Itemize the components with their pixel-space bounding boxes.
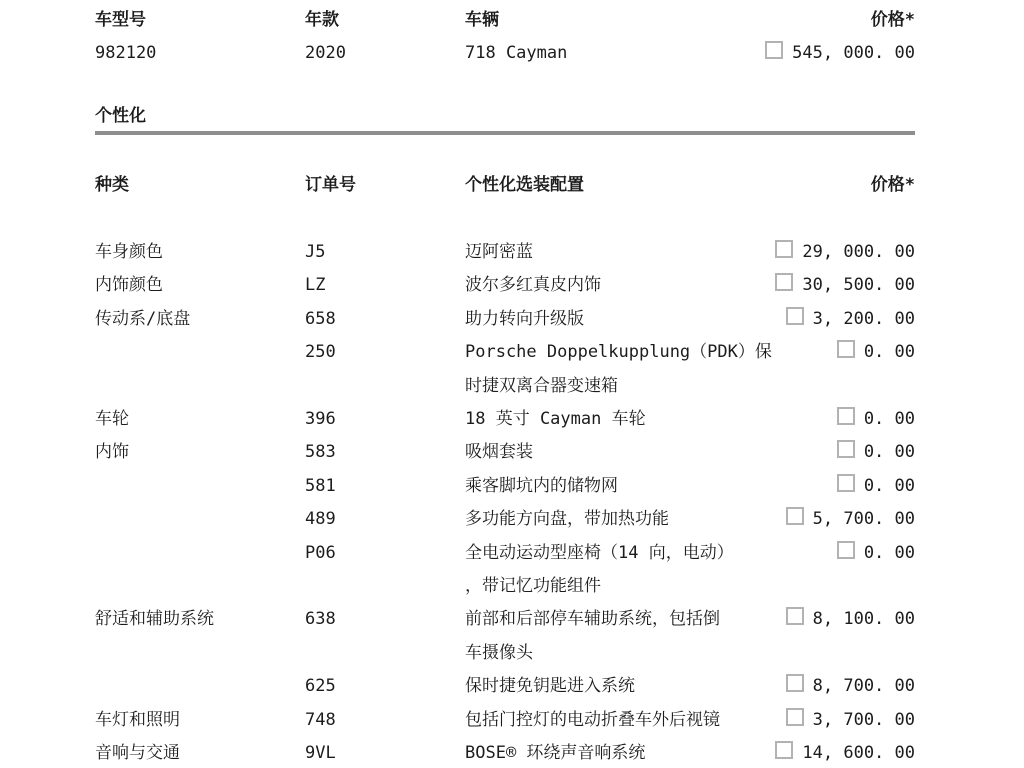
desc-line: 乘客脚坑内的储物网: [465, 475, 618, 496]
row-code: 625: [305, 676, 336, 697]
price-checkbox[interactable]: [786, 607, 804, 625]
desc-line: 波尔多红真皮内饰: [465, 275, 601, 296]
row-code: 581: [305, 475, 336, 496]
row-desc: [465, 537, 837, 604]
desc-line: 全电动运动型座椅（14 向，电动）: [465, 542, 734, 563]
desc-line: 吸烟套装: [465, 442, 533, 463]
row-desc: [465, 470, 837, 503]
row-price: 3, 200. 00: [812, 308, 915, 329]
price-checkbox[interactable]: [775, 741, 793, 759]
row-price: 0. 00: [863, 475, 915, 496]
row-price: 3, 700. 00: [812, 709, 915, 730]
table-row: [95, 503, 915, 536]
vehicle-price-header: 价格*: [870, 10, 915, 30]
desc-line: ，带记忆功能组件: [465, 576, 601, 597]
row-price-cell: [837, 336, 915, 369]
vehicle-price-cell: [765, 37, 915, 70]
row-price: 29, 000. 00: [802, 242, 915, 262]
desc-line: 18 英寸 Cayman 车轮: [465, 409, 646, 430]
row-category: 传动系/底盘: [95, 308, 191, 329]
options-header-row: [95, 169, 915, 202]
table-row: [95, 737, 915, 768]
section-divider: [95, 131, 915, 135]
row-desc: [465, 303, 786, 336]
row-code: 658: [305, 308, 336, 329]
desc-line: 保时捷免钥匙进入系统: [465, 676, 635, 697]
table-row: [95, 236, 915, 269]
row-category: 车轮: [95, 409, 129, 430]
row-price: 0. 00: [863, 342, 915, 363]
row-desc: [465, 503, 786, 536]
desc-line: 迈阿密蓝: [465, 242, 533, 262]
price-column-header: 价格*: [870, 175, 915, 195]
row-price-cell: [786, 670, 915, 703]
price-checkbox[interactable]: [786, 507, 804, 525]
desc-line: 多功能方向盘，带加热功能: [465, 509, 669, 530]
vehicle-price-checkbox[interactable]: [765, 41, 783, 59]
row-price: 14, 600. 00: [802, 743, 915, 764]
price-checkbox[interactable]: [775, 273, 793, 291]
table-row: [95, 603, 915, 670]
row-price: 5, 700. 00: [812, 509, 915, 530]
order-no-column-header: 订单号: [305, 175, 356, 195]
category-column-header: 种类: [95, 175, 129, 195]
row-price-cell: [837, 537, 915, 570]
row-price: 8, 700. 00: [812, 676, 915, 697]
row-price: 30, 500. 00: [802, 275, 915, 296]
row-price-cell: [786, 603, 915, 636]
table-row: [95, 269, 915, 302]
row-code: 489: [305, 509, 336, 530]
price-checkbox[interactable]: [837, 440, 855, 458]
row-desc: [465, 403, 837, 436]
vehicle-name-value: 718 Cayman: [465, 43, 568, 64]
row-price-cell: [775, 236, 915, 269]
table-row: [95, 670, 915, 703]
row-code: 9VL: [305, 743, 336, 764]
row-price-cell: [786, 303, 915, 336]
vehicle-model-header: 车型号: [95, 10, 146, 30]
row-desc: [465, 670, 786, 703]
options-rows: [95, 236, 915, 768]
row-desc: [465, 336, 837, 403]
row-price-cell: [775, 737, 915, 768]
row-desc: [465, 704, 786, 737]
row-desc: [465, 236, 775, 269]
table-row: [95, 436, 915, 469]
row-price-cell: [837, 403, 915, 436]
table-row: [95, 403, 915, 436]
row-desc: [465, 603, 786, 670]
row-price-cell: [837, 436, 915, 469]
price-checkbox[interactable]: [837, 474, 855, 492]
section-title: 个性化: [95, 106, 146, 126]
row-code: 638: [305, 609, 336, 630]
row-code: 748: [305, 709, 336, 730]
price-checkbox[interactable]: [837, 407, 855, 425]
row-price: 0. 00: [863, 542, 915, 563]
row-category: 车灯和照明: [95, 709, 180, 730]
row-code: 583: [305, 442, 336, 463]
row-price-cell: [786, 704, 915, 737]
row-code: 396: [305, 409, 336, 430]
row-price: 8, 100. 00: [812, 609, 915, 630]
vehicle-header-row: [95, 4, 915, 37]
table-row: [95, 470, 915, 503]
price-checkbox[interactable]: [775, 240, 793, 258]
vehicle-model-value: 982120: [95, 43, 157, 64]
desc-line: Porsche Doppelkupplung（PDK）保: [465, 342, 772, 363]
row-category: 音响与交通: [95, 743, 180, 764]
table-row: [95, 704, 915, 737]
price-checkbox[interactable]: [786, 674, 804, 692]
row-price: 0. 00: [863, 442, 915, 463]
desc-line: 助力转向升级版: [465, 308, 584, 329]
vehicle-price-value: 545, 000. 00: [792, 43, 915, 64]
table-row: [95, 303, 915, 336]
row-code: J5: [305, 242, 326, 262]
vehicle-year-header: 年款: [305, 10, 339, 30]
vehicle-name-header: 车辆: [465, 10, 499, 30]
row-price-cell: [775, 269, 915, 302]
row-desc: [465, 269, 775, 302]
table-row: [95, 537, 915, 604]
row-price-cell: [837, 470, 915, 503]
row-category: 内饰颜色: [95, 275, 163, 296]
row-code: 250: [305, 342, 336, 363]
desc-line: 前部和后部停车辅助系统，包括倒: [465, 609, 720, 630]
desc-line: BOSE® 环绕声音响系统: [465, 743, 646, 764]
row-category: 舒适和辅助系统: [95, 609, 214, 630]
price-checkbox[interactable]: [837, 541, 855, 559]
vehicle-section: [95, 4, 915, 71]
price-checkbox[interactable]: [837, 340, 855, 358]
row-desc: [465, 737, 775, 768]
row-code: LZ: [305, 275, 326, 296]
row-category: 内饰: [95, 442, 129, 463]
row-category: 车身颜色: [95, 242, 163, 262]
desc-line: 包括门控灯的电动折叠车外后视镜: [465, 709, 720, 730]
vehicle-year-value: 2020: [305, 43, 346, 64]
desc-line: 车摄像头: [465, 642, 533, 663]
vehicle-value-row: [95, 37, 915, 70]
table-row: [95, 336, 915, 403]
price-checkbox[interactable]: [786, 708, 804, 726]
desc-line: 时捷双离合器变速箱: [465, 375, 618, 396]
config-column-header: 个性化选装配置: [465, 175, 584, 195]
price-checkbox[interactable]: [786, 307, 804, 325]
row-price-cell: [786, 503, 915, 536]
row-code: P06: [305, 542, 336, 563]
row-desc: [465, 436, 837, 469]
row-price: 0. 00: [863, 409, 915, 430]
